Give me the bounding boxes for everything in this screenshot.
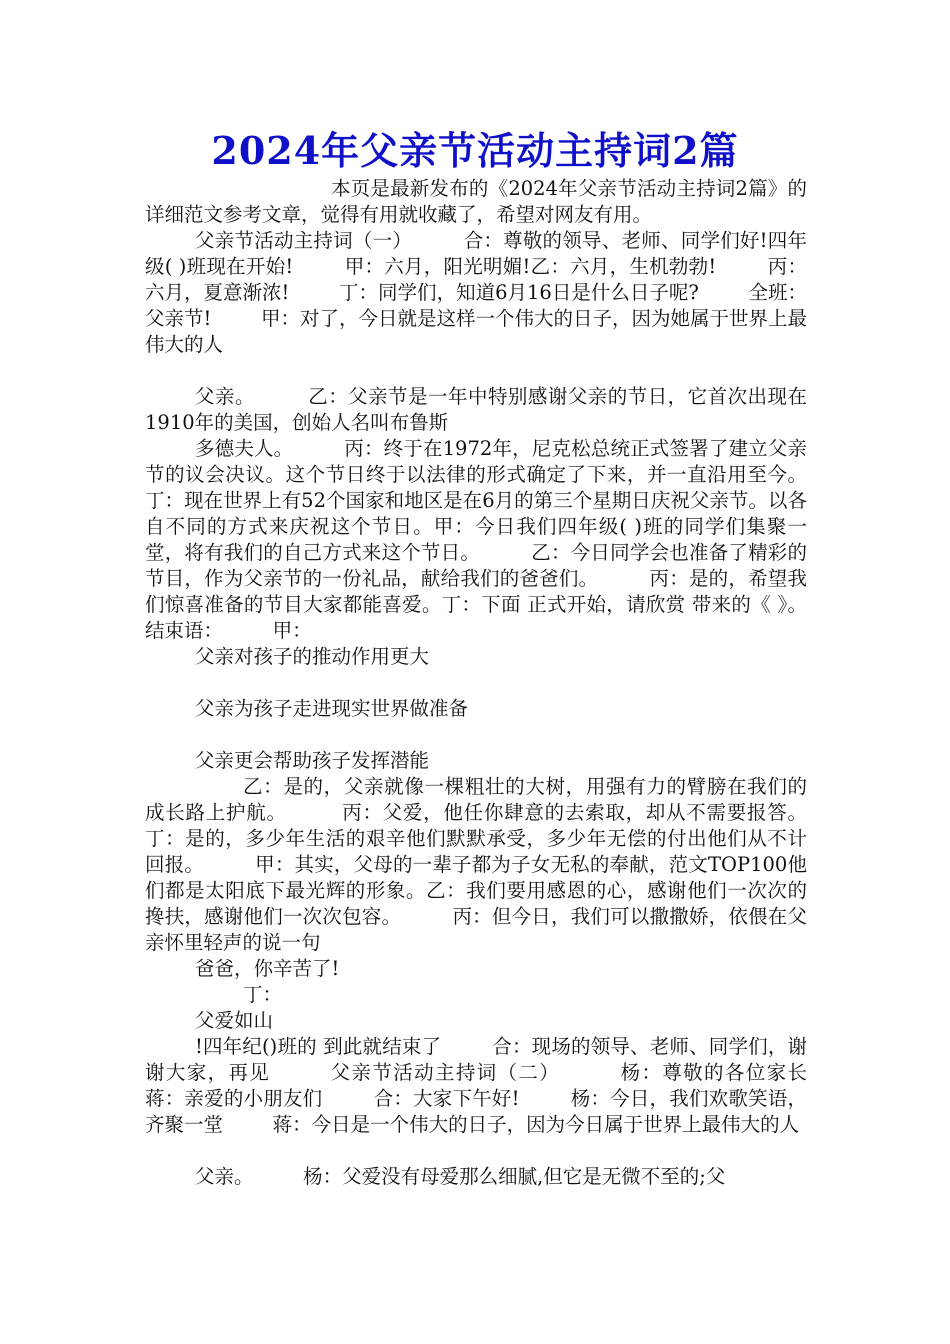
body-paragraph: 爸爸，你辛苦了! [195,957,340,980]
body-paragraph: 多德夫人。 丙：终于在1972年，尼克松总统正式签署了建立父亲节的议会决议。这个节日终于以法律的形式确定了下来，并一直沿用至今。 丁：现在世界上有52个国家和地区是在6月的第三个星期日庆祝父亲节。以各自不同的方式来庆祝这个节日。甲：今日我们四年级( )班的同学们集聚一堂，将有我们的自己方式来这个节日。 乙：今日同学会也准备了精彩的节目，作为父亲节的一份礼品，献给我们的爸爸们。 丙：是的，希望我们惊喜准备的节目大家都能喜爱。丁：下面 正式开始，请欣赏 带来的《 》。 结束语： 甲： [145,437,857,642]
body-paragraph: 父亲对孩子的推动作用更大 [195,645,430,668]
body-paragraph: 父爱如山 [195,1009,274,1032]
paragraph-gap [145,722,807,748]
body-paragraph: 乙：是的，父亲就像一棵粗壮的大树，用强有力的臂膀在我们的成长路上护航。 丙：父爱，他任你肆意的去索取，却从不需要报答。 丁：是的，多少年生活的艰辛他们默默承受，多少年无偿的付出他们从不计回报。 甲：其实，父母的一辈子都为子女无私的奉献，范文TOP100他们都是太阳底下最光辉的形象。乙：我们要用感恩的心，感谢他们一次次的搀扶，感谢他们一次次包容。 丙：但今日，我们可以撒撒娇，依偎在父亲怀里轻声的说一句 [145,775,857,954]
paragraph-gap [145,1138,807,1164]
paragraph-gap [145,358,807,384]
body-paragraph: 父亲。 杨：父爱没有母爱那么细腻,但它是无微不至的;父 [195,1165,726,1188]
body-paragraph: 父亲为孩子走进现实世界做准备 [195,697,469,720]
body-paragraph: 父亲。 乙：父亲节是一年中特别感谢父亲的节日，它首次出现在1910年的美国，创始人名叫布鲁斯 [145,385,807,434]
document-body [145,176,857,1190]
body-paragraph: !四年纪()班的 到此就结束了 合：现场的领导、老师、同学们，谢谢大家，再见 父亲节活动主持词（二） 杨：尊敬的各位家长 蒋：亲爱的小朋友们 合：大家下午好! 杨：今日，我们欢歌笑语，齐聚一堂 蒋：今日是一个伟大的日子，因为今日属于世界上最伟大的人 [145,1035,857,1136]
body-paragraph: 父亲更会帮助孩子发挥潜能 [195,749,430,772]
document-title: 2024年父亲节活动主持词2篇 [211,128,739,173]
body-paragraph: 丁： [243,983,283,1006]
body-paragraph: 父亲节活动主持词（一） 合：尊敬的领导、老师、同学们好!四年级( )班现在开始! 甲：六月，阳光明媚!乙：六月，生机勃勃! 丙：六月，夏意渐浓! 丁：同学们，知道6月16日是什么日子呢? 全班：父亲节! 甲：对了，今日就是这样一个伟大的日子，因为她属于世界上最伟大的人 [145,229,807,356]
paragraph-gap [145,670,807,696]
intro-paragraph: 本页是最新发布的《2024年父亲节活动主持词2篇》的详细范文参考文章，觉得有用就收藏了，希望对网友有用。 [145,177,807,226]
